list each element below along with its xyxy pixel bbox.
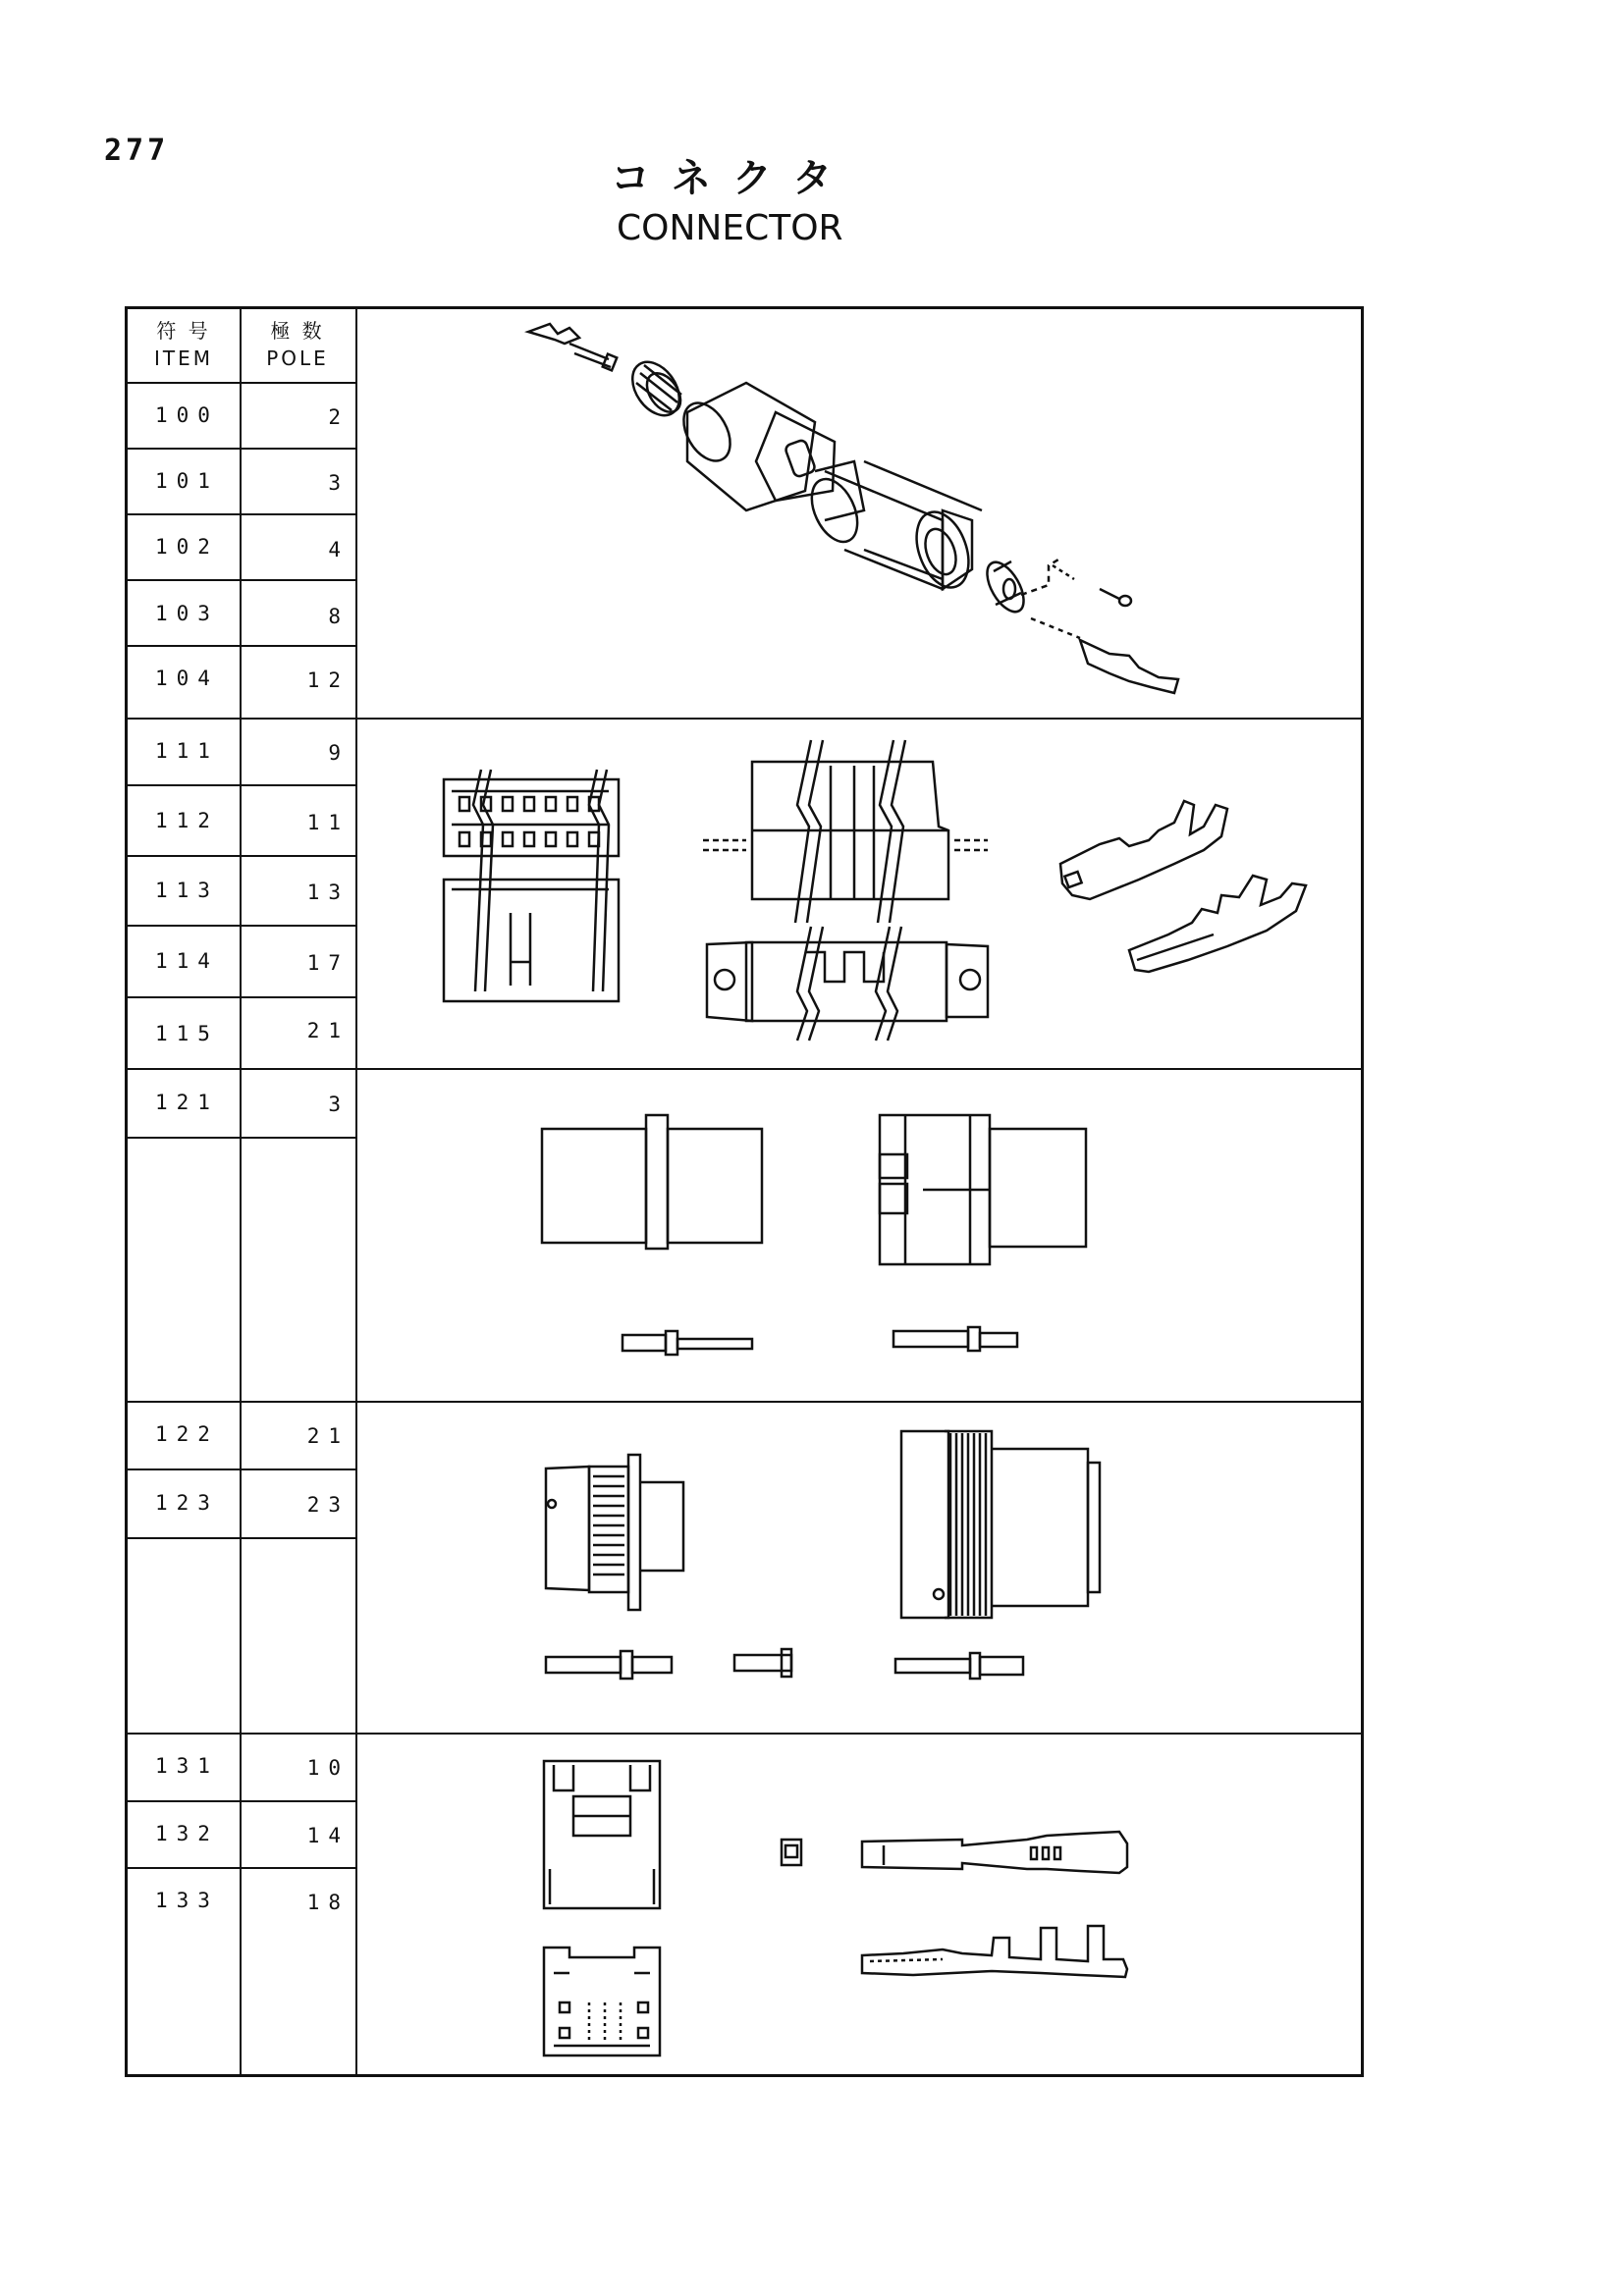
pole-count: 13: [306, 881, 350, 904]
item-header-jp: 符 号: [156, 319, 211, 343]
pole-header-en: POLE: [266, 347, 329, 370]
item-number: 132: [155, 1822, 219, 1845]
pole-count: 11: [306, 811, 350, 834]
pole-count: 8: [328, 605, 350, 628]
item-number: 111: [155, 739, 219, 763]
pole-count: 17: [306, 951, 350, 975]
flanged-square-connector-icon: [542, 1115, 1086, 1355]
item-number: 115: [155, 1022, 219, 1045]
item-number: 101: [155, 469, 219, 493]
pole-count: 3: [328, 1093, 350, 1116]
waterproof-round-connector-exploded-icon: [528, 324, 1178, 693]
pole-count: 21: [306, 1019, 350, 1042]
item-number: 100: [155, 403, 219, 427]
item-number: 114: [155, 949, 219, 973]
item-number: 103: [155, 602, 219, 625]
circular-threaded-connector-icon: [546, 1431, 1100, 1679]
page-title-jp: コネクタ: [611, 156, 854, 201]
pole-count: 4: [328, 538, 350, 561]
item-number: 104: [155, 667, 219, 690]
pole-header-jp: 極 数: [270, 319, 325, 343]
pole-count: 21: [306, 1424, 350, 1448]
pole-count: 9: [328, 741, 350, 765]
pole-count: 2: [328, 405, 350, 429]
page-number: 277: [104, 133, 170, 168]
pole-count: 18: [306, 1891, 350, 1914]
pole-count: 3: [328, 471, 350, 495]
item-number: 133: [155, 1889, 219, 1912]
item-number: 122: [155, 1422, 219, 1446]
pole-count: 10: [306, 1756, 350, 1780]
item-header-en: ITEM: [153, 347, 213, 370]
pole-count: 23: [306, 1493, 350, 1517]
item-number: 123: [155, 1491, 219, 1515]
item-number: 102: [155, 535, 219, 559]
pole-count: 12: [306, 668, 350, 692]
pole-count: 14: [306, 1824, 350, 1847]
latch-housing-connector-icon: [544, 1761, 1127, 2056]
page-title-en: CONNECTOR: [617, 208, 843, 248]
item-number: 112: [155, 809, 219, 832]
item-number: 121: [155, 1091, 219, 1114]
item-number: 131: [155, 1754, 219, 1778]
multi-pole-block-connector-icon: [444, 740, 1306, 1041]
item-number: 113: [155, 879, 219, 902]
